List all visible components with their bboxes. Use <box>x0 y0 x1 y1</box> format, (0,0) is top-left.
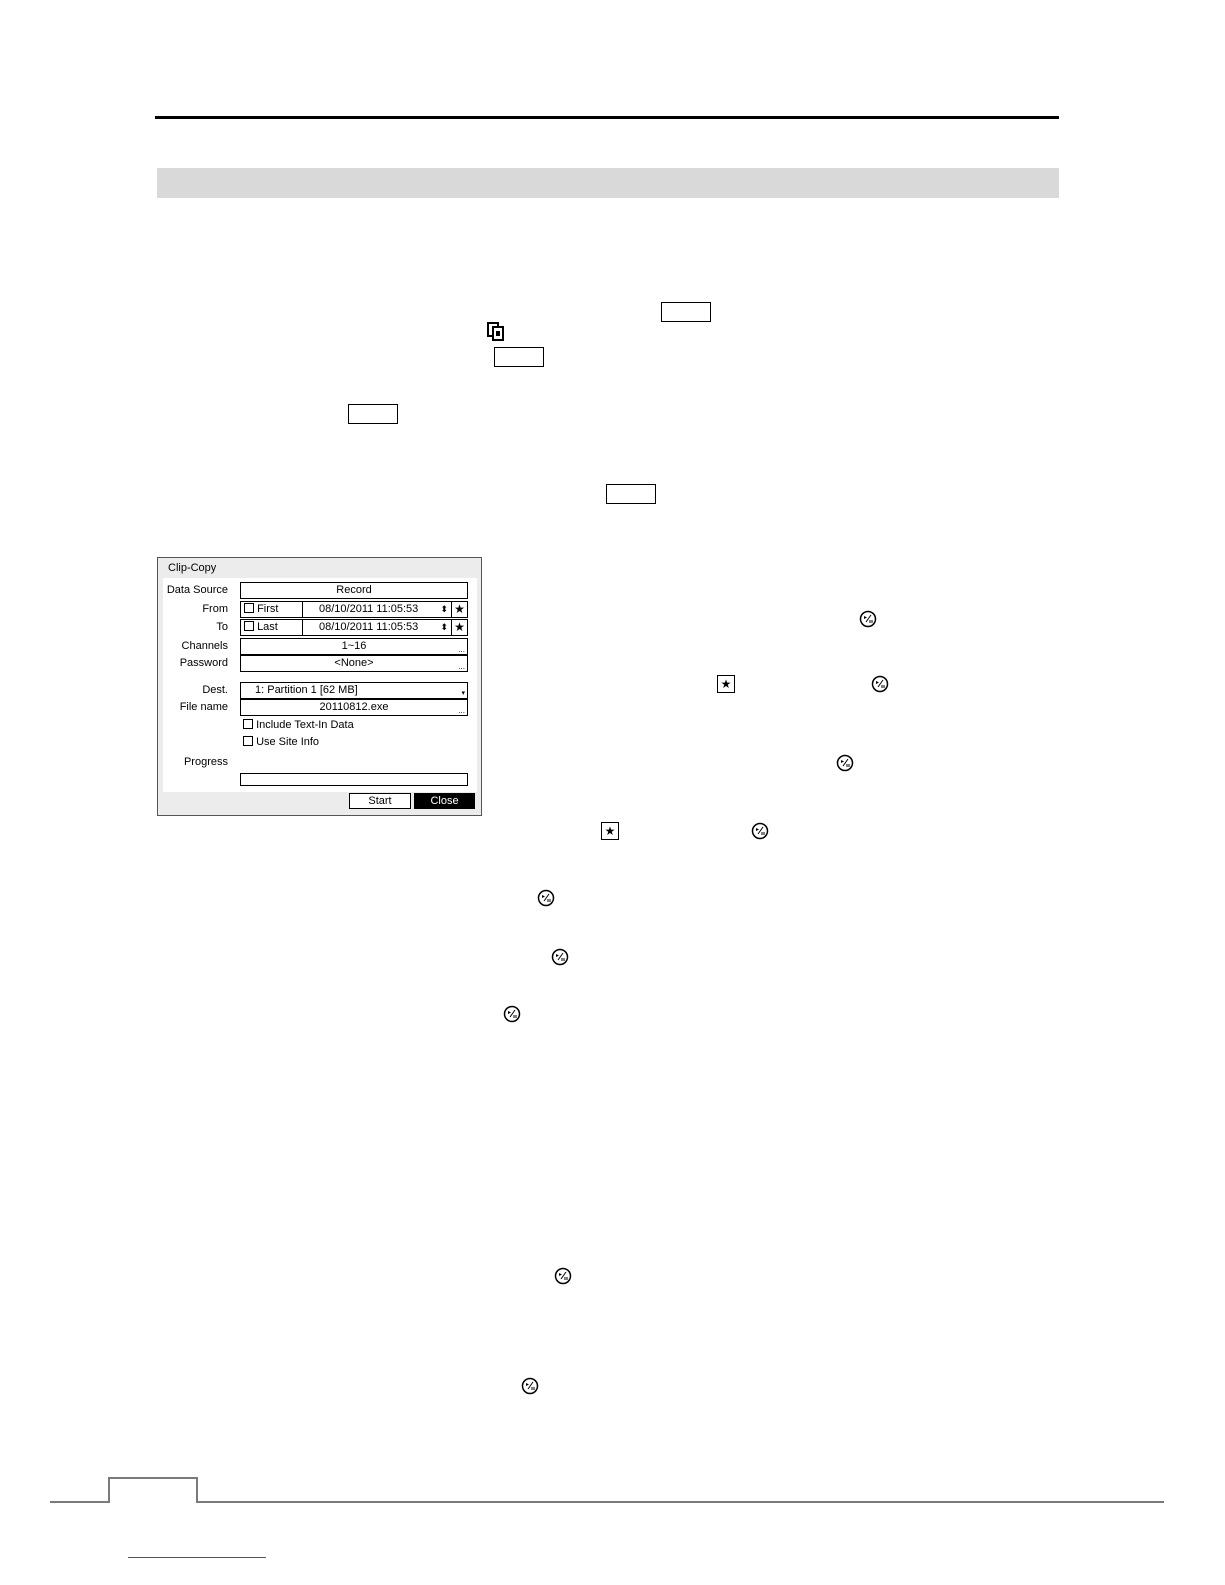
dialog-title: Clip-Copy <box>168 562 217 574</box>
page-number-tab <box>108 1477 198 1503</box>
clip-copy-icon <box>487 322 505 342</box>
section-heading-bar <box>157 168 1059 198</box>
to-label: To <box>216 621 228 633</box>
from-first-checkbox[interactable] <box>240 601 303 618</box>
star-icon: ★ <box>601 822 619 840</box>
channels-value: 1~16 <box>341 640 367 652</box>
play-pause-button-icon <box>871 675 889 693</box>
play-pause-button-icon <box>836 754 854 772</box>
password-label: Password <box>179 657 228 669</box>
to-last-checkbox[interactable] <box>240 619 303 636</box>
include-text-in-label: Include Text-In Data <box>256 719 354 731</box>
from-datetime-field[interactable] <box>302 601 452 618</box>
play-pause-button-icon <box>551 948 569 966</box>
key-button-box <box>348 404 398 424</box>
file-name-value: 20110812.exe <box>319 701 389 713</box>
clip-copy-dialog <box>157 557 482 816</box>
first-checkbox[interactable] <box>244 603 254 613</box>
footer-rule <box>50 1501 1164 1503</box>
channels-label: Channels <box>181 640 228 652</box>
dest-dropdown[interactable] <box>240 682 468 699</box>
play-pause-button-icon <box>521 1377 539 1395</box>
include-text-in-option[interactable] <box>243 719 354 731</box>
from-datetime-value: 08/10/2011 11:05:53 <box>319 603 419 615</box>
ellipsis-icon: ... <box>458 645 465 654</box>
key-button-box <box>606 484 656 504</box>
last-checkbox[interactable] <box>244 621 254 631</box>
include-text-in-checkbox[interactable] <box>243 719 253 729</box>
star-icon[interactable]: ★ <box>451 619 468 636</box>
use-site-info-option[interactable] <box>243 736 319 748</box>
file-name-label: File name <box>179 701 228 713</box>
dest-value: 1: Partition 1 [62 MB] <box>255 684 358 696</box>
data-source-label: Data Source <box>166 584 228 596</box>
close-button[interactable]: Close <box>414 793 475 809</box>
ellipsis-icon: ... <box>458 706 465 715</box>
play-pause-button-icon <box>554 1267 572 1285</box>
star-icon: ★ <box>717 675 735 693</box>
dropdown-arrow-icon: ▾ <box>461 690 465 697</box>
use-site-info-checkbox[interactable] <box>243 736 253 746</box>
use-site-info-label: Use Site Info <box>256 736 320 748</box>
start-button[interactable]: Start <box>349 793 411 809</box>
play-pause-button-icon <box>503 1005 521 1023</box>
password-value: <None> <box>334 657 374 669</box>
dest-label: Dest. <box>202 684 228 696</box>
channels-field[interactable] <box>240 638 468 655</box>
to-datetime-value: 08/10/2011 11:05:53 <box>319 621 419 633</box>
bottom-link-underline <box>128 1557 266 1558</box>
data-source-field[interactable]: Record <box>240 582 468 599</box>
password-field[interactable] <box>240 655 468 672</box>
spin-icon[interactable]: ⬍ <box>440 604 448 614</box>
key-button-box <box>661 302 711 322</box>
header-rule <box>155 116 1059 119</box>
ellipsis-icon: ... <box>458 662 465 671</box>
to-datetime-field[interactable] <box>302 619 452 636</box>
play-pause-button-icon <box>751 822 769 840</box>
file-name-field[interactable] <box>240 699 468 716</box>
from-label: From <box>202 603 228 615</box>
star-icon[interactable]: ★ <box>451 601 468 618</box>
last-label: Last <box>257 621 278 633</box>
key-button-box <box>494 347 544 367</box>
progress-bar <box>240 773 468 786</box>
spin-icon[interactable]: ⬍ <box>440 622 448 632</box>
play-pause-button-icon <box>859 610 877 628</box>
progress-label: Progress <box>183 756 228 768</box>
play-pause-button-icon <box>537 889 555 907</box>
first-label: First <box>257 603 279 615</box>
